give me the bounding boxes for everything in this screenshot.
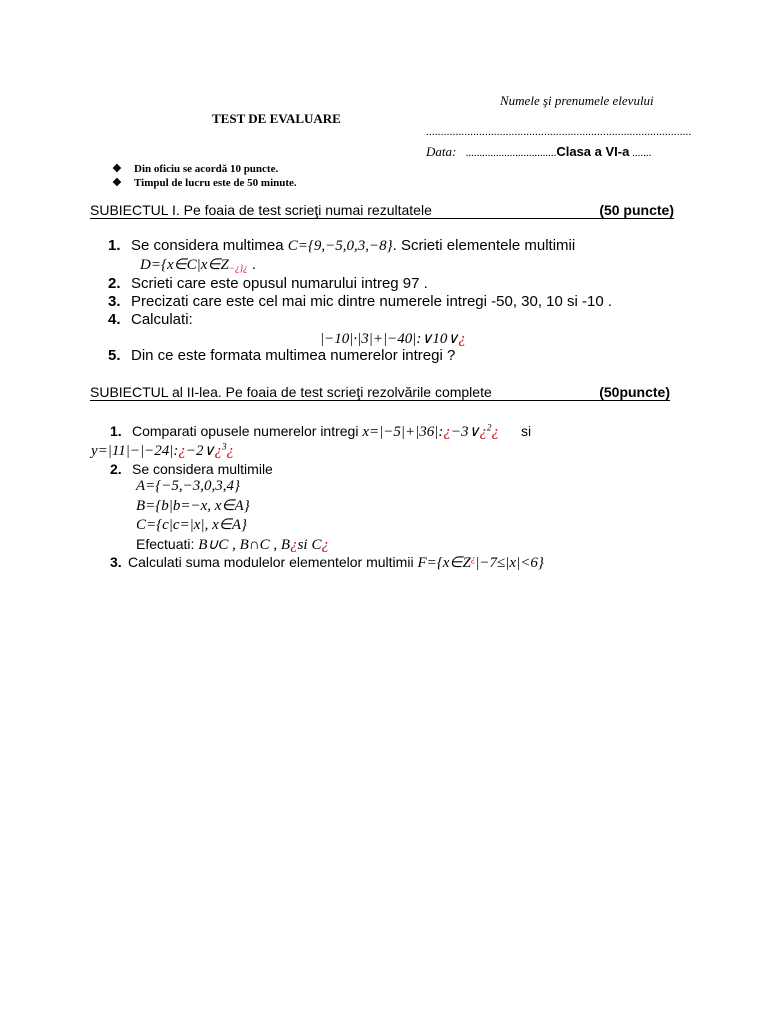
s2-item-1: 1. Comparati opusele numerelor intregi x=|−5|+|36|:¿−3∨¿$^2$¿ si [110,422,532,440]
date-dots: ................................. [465,147,557,159]
section2-heading [90,384,670,401]
name-dotted-line: .......................................................................................... [426,126,692,138]
instruction-item: ❖ Din oficiu se acordă 10 puncte. [112,163,279,175]
set-c2-formula: C={c|c=|x|, x∈A} [136,517,247,533]
set-a-formula: A={−5,−3,0,3,4} [136,478,241,494]
instruction-item: ❖ Timpul de lucru este de 50 minute. [112,177,297,189]
student-name-label: Numele şi prenumele elevului [500,93,654,108]
bullet-icon: ❖ [112,163,122,175]
section2-points: (50puncte) [599,384,670,400]
s2-item-2: 2. Se considera multimile [110,461,273,477]
bullet-icon: ❖ [112,177,122,189]
section1-points: (50 puncte) [599,202,674,218]
page-title: TEST DE EVALUARE [212,111,341,126]
class-dots: ....... [629,147,652,159]
section1-heading [90,202,674,219]
efectuati-line: Efectuati: B∪C , B∩C , B¿si C¿ [136,536,329,553]
date-class-line [426,144,651,160]
set-d-formula: D={x∈C|x∈Z [140,257,229,273]
section2-title: SUBIECTUL al II-lea. Pe foaia de test scrieţi rezolvările complete [90,384,492,400]
s1-item-5: 5. Din ce este formata multimea numerelor intregi ? [108,347,456,364]
set-c-formula: C={9,−5,0,3,−8} [287,238,393,254]
s2-item-3: 3. Calculati suma modulelor elementelor multimii F={x∈Z¿|−7≤|x|<6} [110,553,544,571]
class-label: Clasa a VI-a [556,144,630,159]
s2-item-1-line2: y=|11|−|−24|:¿−2∨¿$^3$¿ [91,441,235,459]
s1-item-1-line2: D={x∈C|x∈Z−¿}¿ . [140,256,256,273]
s1-item-3: 3. Precizati care este cel mai mic dintre numerele intregi -50, 30, 10 si -10 . [108,293,613,310]
s1-item-1: 1. Se considera multimea C={9,−5,0,3,−8}. Scrieti elementele multimii [108,237,576,254]
section1-title: SUBIECTUL I. Pe foaia de test scrieţi numai rezultatele [90,202,432,218]
s1-item-2: 2. Scrieti care este opusul numarului intreg 97 . [108,275,428,292]
s1-item-4-formula: |−10|·|3|+|−40|:∨10∨¿ [320,331,466,347]
s1-item-4: 4. Calculati: [108,311,193,328]
set-b-formula: B={b|b=−x, x∈A} [136,498,250,514]
date-label: Data: [426,144,457,159]
